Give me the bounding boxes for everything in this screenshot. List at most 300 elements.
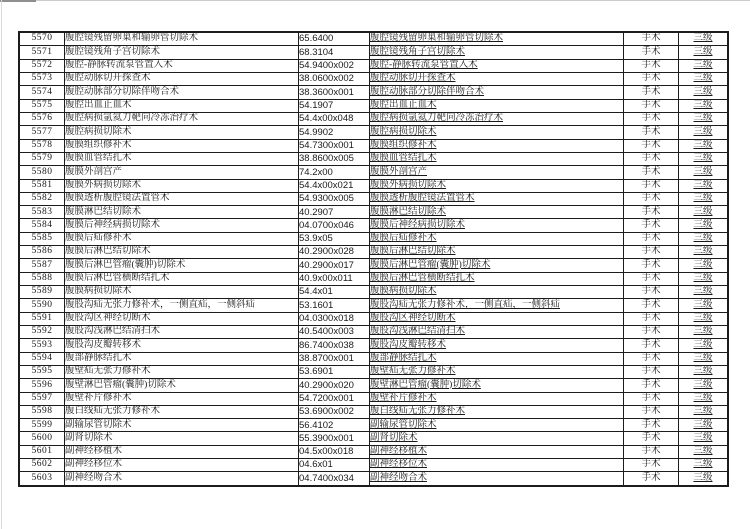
row-procedure-name: 腹壁补片修补术: [65, 392, 299, 405]
procedure-name-link-text[interactable]: 腹膜后淋巴管瘤(囊肿)切除术: [370, 259, 491, 270]
row-level-link[interactable]: [679, 166, 729, 179]
row-sequence-number: 5594: [19, 352, 65, 365]
row-procedure-code: 04.7400x034: [299, 472, 370, 486]
row-category: 手术: [624, 152, 679, 165]
level-link-text[interactable]: 三级: [693, 139, 713, 150]
row-category: 手术: [624, 192, 679, 205]
row-sequence-number: 5602: [19, 459, 65, 472]
table-row: [19, 325, 728, 338]
row-procedure-name: 副神经移位术: [65, 459, 299, 472]
row-level-link[interactable]: [679, 272, 729, 285]
procedure-name-link-text[interactable]: 腹腔病损氩氦刀靶向冷冻治疗术: [370, 113, 504, 124]
row-sequence-number: 5579: [19, 152, 65, 165]
row-level-link[interactable]: [679, 99, 729, 112]
row-level-link[interactable]: [679, 365, 729, 378]
row-procedure-name-link[interactable]: [370, 73, 624, 86]
row-category: 手术: [624, 432, 679, 445]
row-procedure-name: 腹部静脉结扎术: [65, 352, 299, 365]
row-procedure-code: 68.3104: [299, 46, 370, 59]
table-row: [19, 379, 728, 392]
table-row: [19, 206, 728, 219]
row-procedure-name-link[interactable]: [370, 299, 624, 312]
table-row: [19, 112, 728, 125]
row-sequence-number: 5575: [19, 99, 65, 112]
row-category: 手术: [624, 179, 679, 192]
level-link-text[interactable]: 三级: [693, 366, 713, 377]
procedure-name-link-text[interactable]: 腹股沟皮瓣转移术: [370, 339, 447, 350]
row-sequence-number: 5582: [19, 192, 65, 205]
row-level-link[interactable]: [679, 192, 729, 205]
row-procedure-code: 40.2900x017: [299, 259, 370, 272]
row-category: 手术: [624, 86, 679, 99]
table-row: [19, 259, 728, 272]
table-row: [19, 166, 728, 179]
procedure-name-link-text[interactable]: 腹膜后神经病损切除术: [370, 219, 466, 230]
level-link-text[interactable]: 三级: [693, 313, 713, 324]
row-procedure-name: 腹膜血管结扎术: [65, 152, 299, 165]
level-link-text[interactable]: 三级: [693, 219, 713, 230]
level-link-text[interactable]: 三级: [693, 179, 713, 190]
procedure-name-link-text[interactable]: 副输尿管切除术: [370, 419, 437, 430]
row-procedure-name: 腹腔病损氩氦刀靶向冷冻治疗术: [65, 112, 299, 125]
row-category: 手术: [624, 126, 679, 139]
row-level-link[interactable]: [679, 152, 729, 165]
row-procedure-name-link[interactable]: [370, 139, 624, 152]
row-sequence-number: 5577: [19, 126, 65, 139]
procedure-name-link-text[interactable]: 腹腔出血止血术: [370, 100, 437, 111]
procedure-name-link-text[interactable]: 腹膜组织修补术: [370, 139, 437, 150]
row-procedure-code: 54.4x00x021: [299, 179, 370, 192]
row-procedure-code: 53.6901: [299, 365, 370, 378]
row-procedure-name-link[interactable]: [370, 365, 624, 378]
row-category: 手术: [624, 206, 679, 219]
table-row: [19, 352, 728, 365]
row-procedure-name: 腹膜病损切除术: [65, 286, 299, 299]
row-procedure-name: 副神经移植术: [65, 445, 299, 458]
row-procedure-name-link[interactable]: [370, 432, 624, 445]
procedure-name-link-text[interactable]: 腹膜病损切除术: [370, 286, 437, 297]
procedure-name-link-text[interactable]: 腹膜透析腹腔镜法置管术: [370, 193, 475, 204]
row-sequence-number: 5585: [19, 232, 65, 245]
procedure-name-link-text[interactable]: 腹腔镜残留卵巢和输卵管切除术: [370, 33, 504, 44]
row-procedure-code: 54.7300x001: [299, 139, 370, 152]
level-link-text[interactable]: 三级: [693, 352, 713, 363]
row-procedure-name-link[interactable]: [370, 325, 624, 338]
row-level-link[interactable]: [679, 86, 729, 99]
row-procedure-code: 38.8700x001: [299, 352, 370, 365]
table-row: [19, 312, 728, 325]
row-level-link[interactable]: [679, 46, 729, 59]
row-procedure-code: 40.2900x028: [299, 246, 370, 259]
row-procedure-code: 40.5400x003: [299, 325, 370, 338]
row-level-link[interactable]: [679, 112, 729, 125]
row-category: 手术: [624, 459, 679, 472]
row-procedure-name-link[interactable]: [370, 192, 624, 205]
row-category: 手术: [624, 286, 679, 299]
row-procedure-name-link[interactable]: [370, 99, 624, 112]
row-category: 手术: [624, 139, 679, 152]
level-link-text[interactable]: 三级: [693, 86, 713, 97]
row-level-link[interactable]: [679, 219, 729, 232]
row-procedure-name-link[interactable]: [370, 392, 624, 405]
row-procedure-name-link[interactable]: [370, 246, 624, 259]
row-sequence-number: 5576: [19, 112, 65, 125]
row-procedure-name-link[interactable]: [370, 419, 624, 432]
procedure-name-link-text[interactable]: 腹壁淋巴管瘤(囊肿)切除术: [370, 379, 481, 390]
row-procedure-name-link[interactable]: [370, 352, 624, 365]
row-category: 手术: [624, 365, 679, 378]
table-row: [19, 405, 728, 418]
row-category: 手术: [624, 325, 679, 338]
row-category: 手术: [624, 232, 679, 245]
row-level-link[interactable]: [679, 379, 729, 392]
row-procedure-name: 腹腔出血止血术: [65, 99, 299, 112]
level-link-text[interactable]: 三级: [693, 273, 713, 284]
level-link-text[interactable]: 三级: [693, 472, 713, 483]
row-procedure-name: 腹壁淋巴管瘤(囊肿)切除术: [65, 379, 299, 392]
row-procedure-name-link[interactable]: [370, 405, 624, 418]
row-level-link[interactable]: [679, 179, 729, 192]
table-row: [19, 46, 728, 59]
row-category: 手术: [624, 219, 679, 232]
level-link-text[interactable]: 三级: [693, 246, 713, 257]
row-sequence-number: 5578: [19, 139, 65, 152]
procedure-name-link-text[interactable]: 腹膜外剖宫产: [370, 166, 428, 177]
row-level-link[interactable]: [679, 73, 729, 86]
row-procedure-name: 副神经吻合术: [65, 472, 299, 486]
row-procedure-code: 54.9400x002: [299, 59, 370, 72]
row-level-link[interactable]: [679, 392, 729, 405]
level-link-text[interactable]: 三级: [693, 419, 713, 430]
row-sequence-number: 5574: [19, 86, 65, 99]
level-link-text[interactable]: 三级: [693, 113, 713, 124]
table-row: [19, 232, 728, 245]
row-procedure-name: 腹膜淋巴结切除术: [65, 206, 299, 219]
table-row: [19, 432, 728, 445]
row-sequence-number: 5592: [19, 325, 65, 338]
procedure-name-link-text[interactable]: 腹腔动脉切开探查术: [370, 73, 456, 84]
row-procedure-code: 04.0300x018: [299, 312, 370, 325]
row-sequence-number: 5571: [19, 46, 65, 59]
level-link-text[interactable]: 三级: [693, 193, 713, 204]
row-procedure-name: 副肾切除术: [65, 432, 299, 445]
row-procedure-code: 54.7200x001: [299, 392, 370, 405]
row-procedure-name-link[interactable]: [370, 179, 624, 192]
row-sequence-number: 5600: [19, 432, 65, 445]
procedure-name-link-text[interactable]: 腹壁疝无张力修补术: [370, 366, 456, 377]
table-row: [19, 179, 728, 192]
level-link-text[interactable]: 三级: [693, 446, 713, 457]
row-category: 手术: [624, 445, 679, 458]
row-procedure-code: 53.6900x002: [299, 405, 370, 418]
row-procedure-code: 86.7400x038: [299, 339, 370, 352]
row-level-link[interactable]: [679, 325, 729, 338]
row-category: 手术: [624, 32, 679, 46]
row-level-link[interactable]: [679, 339, 729, 352]
row-procedure-code: 54.9902: [299, 126, 370, 139]
level-link-text[interactable]: 三级: [693, 60, 713, 71]
table-row: [19, 192, 728, 205]
row-procedure-code: 65.6400: [299, 32, 370, 46]
row-sequence-number: 5580: [19, 166, 65, 179]
table-row: [19, 246, 728, 259]
row-level-link[interactable]: [679, 352, 729, 365]
row-procedure-name-link[interactable]: [370, 112, 624, 125]
row-sequence-number: 5590: [19, 299, 65, 312]
table-row: [19, 339, 728, 352]
row-procedure-code: 04.6x01: [299, 459, 370, 472]
row-procedure-code: 04.0700x046: [299, 219, 370, 232]
row-procedure-code: 04.5x00x018: [299, 445, 370, 458]
procedure-name-link-text[interactable]: 副神经吻合术: [370, 472, 428, 483]
procedure-name-link-text[interactable]: 腹股沟疝无张力修补术，一侧直疝，一侧斜疝: [370, 299, 561, 310]
table-row: [19, 32, 728, 46]
level-link-text[interactable]: 三级: [693, 259, 713, 270]
table-row: [19, 126, 728, 139]
row-sequence-number: 5586: [19, 246, 65, 259]
row-procedure-code: 38.0600x002: [299, 73, 370, 86]
row-procedure-code: 40.9x00x011: [299, 272, 370, 285]
row-category: 手术: [624, 46, 679, 59]
row-procedure-name-link[interactable]: [370, 59, 624, 72]
level-link-text[interactable]: 三级: [693, 46, 713, 57]
procedure-name-link-text[interactable]: 腹膜外病损切除术: [370, 179, 447, 190]
row-procedure-name-link[interactable]: [370, 152, 624, 165]
row-level-link[interactable]: [679, 232, 729, 245]
level-link-text[interactable]: 三级: [693, 459, 713, 470]
row-procedure-name-link[interactable]: [370, 472, 624, 486]
procedure-name-link-text[interactable]: 腹股沟浅淋巴结清扫术: [370, 326, 466, 337]
procedure-name-link-text[interactable]: 腹腔动脉部分切除伴吻合术: [370, 86, 485, 97]
table-row: [19, 459, 728, 472]
row-procedure-code: 53.9x05: [299, 232, 370, 245]
procedure-name-link-text[interactable]: 腹白线疝无张力修补术: [370, 406, 466, 417]
row-procedure-code: 74.2x00: [299, 166, 370, 179]
row-procedure-name: 副输尿管切除术: [65, 419, 299, 432]
level-link-text[interactable]: 三级: [693, 100, 713, 111]
row-sequence-number: 5589: [19, 286, 65, 299]
row-sequence-number: 5601: [19, 445, 65, 458]
level-link-text[interactable]: 三级: [693, 339, 713, 350]
row-procedure-name-link[interactable]: [370, 219, 624, 232]
row-level-link[interactable]: [679, 432, 729, 445]
row-sequence-number: 5570: [19, 32, 65, 46]
row-procedure-code: 53.1601: [299, 299, 370, 312]
row-procedure-name: 腹腔镜残角子宫切除术: [65, 46, 299, 59]
row-category: 手术: [624, 272, 679, 285]
row-level-link[interactable]: [679, 126, 729, 139]
level-link-text[interactable]: 三级: [693, 406, 713, 417]
procedure-name-link-text[interactable]: 腹部静脉结扎术: [370, 352, 437, 363]
row-sequence-number: 5595: [19, 365, 65, 378]
row-procedure-name: 腹股沟浅淋巴结清扫术: [65, 325, 299, 338]
level-link-text[interactable]: 三级: [693, 432, 713, 443]
row-sequence-number: 5598: [19, 405, 65, 418]
table-row: [19, 472, 728, 486]
level-link-text[interactable]: 三级: [693, 206, 713, 217]
row-level-link[interactable]: [679, 206, 729, 219]
level-link-text[interactable]: 三级: [693, 126, 713, 137]
table-body: [19, 32, 728, 486]
row-procedure-name-link[interactable]: [370, 166, 624, 179]
row-procedure-name: 腹膜后淋巴结切除术: [65, 246, 299, 259]
procedure-name-link-text[interactable]: 腹膜后疝修补术: [370, 233, 437, 244]
row-sequence-number: 5603: [19, 472, 65, 486]
row-procedure-name-link[interactable]: [370, 339, 624, 352]
row-level-link[interactable]: [679, 59, 729, 72]
row-level-link[interactable]: [679, 312, 729, 325]
row-procedure-name-link[interactable]: [370, 312, 624, 325]
level-link-text[interactable]: 三级: [693, 392, 713, 403]
row-procedure-name: 腹股沟疝无张力修补术，一侧直疝，一侧斜疝: [65, 299, 299, 312]
row-procedure-code: 40.2900x020: [299, 379, 370, 392]
row-sequence-number: 5587: [19, 259, 65, 272]
procedure-name-link-text[interactable]: 副神经移位术: [370, 459, 428, 470]
row-category: 手术: [624, 73, 679, 86]
row-procedure-name-link[interactable]: [370, 445, 624, 458]
row-procedure-name: 腹膜后疝修补术: [65, 232, 299, 245]
row-category: 手术: [624, 246, 679, 259]
row-procedure-name-link[interactable]: [370, 232, 624, 245]
row-sequence-number: 5588: [19, 272, 65, 285]
level-link-text[interactable]: 三级: [693, 166, 713, 177]
row-category: 手术: [624, 472, 679, 486]
row-level-link[interactable]: [679, 246, 729, 259]
procedure-name-link-text[interactable]: 腹腔-静脉转流泵管置入术: [370, 60, 478, 71]
row-level-link[interactable]: [679, 472, 729, 486]
table-row: [19, 99, 728, 112]
page-top-corner-mark: [0, 0, 36, 2]
row-sequence-number: 5583: [19, 206, 65, 219]
procedure-name-link-text[interactable]: 副神经移植术: [370, 446, 428, 457]
row-procedure-name-link[interactable]: [370, 126, 624, 139]
row-procedure-name: 腹膜后神经病损切除术: [65, 219, 299, 232]
level-link-text[interactable]: 三级: [693, 73, 713, 84]
row-procedure-name-link[interactable]: [370, 86, 624, 99]
row-procedure-code: 54.9300x005: [299, 192, 370, 205]
row-category: 手术: [624, 99, 679, 112]
row-category: 手术: [624, 112, 679, 125]
row-procedure-name: 腹腔动脉部分切除伴吻合术: [65, 86, 299, 99]
row-sequence-number: 5584: [19, 219, 65, 232]
row-sequence-number: 5591: [19, 312, 65, 325]
row-procedure-name: 腹膜外病损切除术: [65, 179, 299, 192]
row-procedure-name: 腹白线疝无张力修补术: [65, 405, 299, 418]
procedure-name-link-text[interactable]: 腹壁补片修补术: [370, 392, 437, 403]
level-link-text[interactable]: 三级: [693, 379, 713, 390]
row-procedure-name-link[interactable]: [370, 32, 624, 46]
row-level-link[interactable]: [679, 259, 729, 272]
table-row: [19, 419, 728, 432]
row-procedure-name: 腹股沟皮瓣转移术: [65, 339, 299, 352]
level-link-text[interactable]: 三级: [693, 153, 713, 164]
table-row: [19, 59, 728, 72]
row-procedure-name-link[interactable]: [370, 206, 624, 219]
row-category: 手术: [624, 405, 679, 418]
row-procedure-code: 54.4x00x048: [299, 112, 370, 125]
level-link-text[interactable]: 三级: [693, 299, 713, 310]
procedure-table: [18, 31, 729, 487]
row-category: 手术: [624, 379, 679, 392]
level-link-text[interactable]: 三级: [693, 33, 713, 44]
row-sequence-number: 5597: [19, 392, 65, 405]
procedure-name-link-text[interactable]: 腹腔病损切除术: [370, 126, 437, 137]
row-category: 手术: [624, 59, 679, 72]
row-procedure-name-link[interactable]: [370, 259, 624, 272]
row-procedure-code: 54.1907: [299, 99, 370, 112]
procedure-name-link-text[interactable]: 腹膜后淋巴管横断结扎术: [370, 273, 475, 284]
table-row: [19, 445, 728, 458]
row-category: 手术: [624, 392, 679, 405]
row-category: 手术: [624, 339, 679, 352]
procedure-name-link-text[interactable]: 腹膜血管结扎术: [370, 153, 437, 164]
procedure-name-link-text[interactable]: 腹股沟区神经切断术: [370, 313, 456, 324]
row-procedure-name-link[interactable]: [370, 286, 624, 299]
row-procedure-name-link[interactable]: [370, 272, 624, 285]
table-row: [19, 286, 728, 299]
row-category: 手术: [624, 299, 679, 312]
row-sequence-number: 5573: [19, 73, 65, 86]
row-procedure-name: 腹腔病损切除术: [65, 126, 299, 139]
procedure-name-link-text[interactable]: 副肾切除术: [370, 432, 418, 443]
table-row: [19, 392, 728, 405]
table-row: [19, 139, 728, 152]
row-procedure-name-link[interactable]: [370, 46, 624, 59]
row-procedure-code: 40.2907: [299, 206, 370, 219]
row-category: 手术: [624, 259, 679, 272]
table-row: [19, 152, 728, 165]
table-row: [19, 73, 728, 86]
procedure-name-link-text[interactable]: 腹腔镜残角子宫切除术: [370, 46, 466, 57]
row-procedure-name: 腹腔动脉切开探查术: [65, 73, 299, 86]
row-level-link[interactable]: [679, 405, 729, 418]
row-level-link[interactable]: [679, 445, 729, 458]
level-link-text[interactable]: 三级: [693, 233, 713, 244]
table-row: [19, 86, 728, 99]
row-procedure-name: 腹股沟区神经切断术: [65, 312, 299, 325]
row-level-link[interactable]: [679, 459, 729, 472]
row-sequence-number: 5599: [19, 419, 65, 432]
procedure-name-link-text[interactable]: 腹膜淋巴结切除术: [370, 206, 447, 217]
row-procedure-code: 55.3900x001: [299, 432, 370, 445]
row-sequence-number: 5596: [19, 379, 65, 392]
row-procedure-name-link[interactable]: [370, 459, 624, 472]
row-level-link[interactable]: [679, 419, 729, 432]
table-row: [19, 299, 728, 312]
page-left-edge-line: [1, 0, 2, 529]
row-sequence-number: 5593: [19, 339, 65, 352]
row-level-link[interactable]: [679, 32, 729, 46]
row-procedure-name: 腹膜外剖宫产: [65, 166, 299, 179]
table-row: [19, 272, 728, 285]
row-level-link[interactable]: [679, 299, 729, 312]
table-row: [19, 365, 728, 378]
row-procedure-code: 56.4102: [299, 419, 370, 432]
row-category: 手术: [624, 419, 679, 432]
row-category: 手术: [624, 312, 679, 325]
row-level-link[interactable]: [679, 286, 729, 299]
row-procedure-name-link[interactable]: [370, 379, 624, 392]
row-procedure-name: 腹膜后淋巴管横断结扎术: [65, 272, 299, 285]
row-procedure-name: 腹膜组织修补术: [65, 139, 299, 152]
level-link-text[interactable]: 三级: [693, 286, 713, 297]
procedure-name-link-text[interactable]: 腹膜后淋巴结切除术: [370, 246, 456, 257]
row-procedure-name: 腹膜后淋巴管瘤(囊肿)切除术: [65, 259, 299, 272]
row-procedure-code: 54.4x01: [299, 286, 370, 299]
row-procedure-name: 腹壁疝无张力修补术: [65, 365, 299, 378]
level-link-text[interactable]: 三级: [693, 326, 713, 337]
row-level-link[interactable]: [679, 139, 729, 152]
